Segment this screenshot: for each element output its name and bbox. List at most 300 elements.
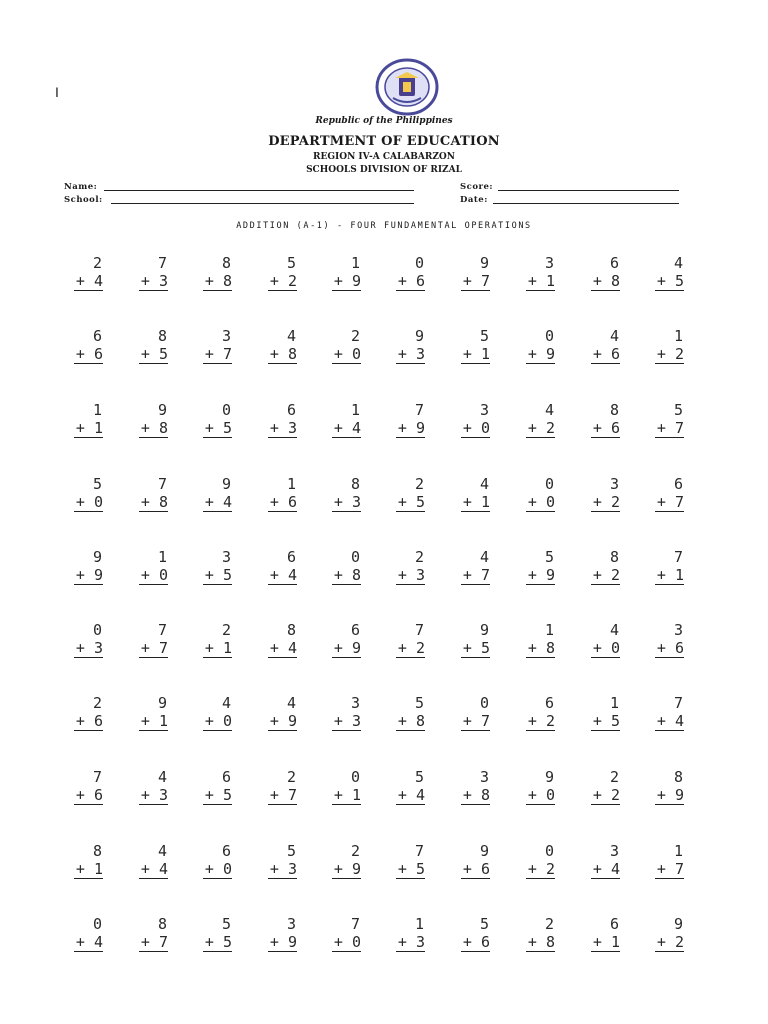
name-label: Name: [64,182,98,192]
addend-bottom: + 2 [592,493,620,511]
addition-problem [128,401,168,438]
addition-problem [450,621,490,658]
addend-top: 4 [479,475,489,493]
addend-top: 5 [544,548,554,566]
addition-problem [644,475,684,512]
addition-problem [321,327,361,364]
addend-bottom: + 3 [140,786,168,804]
addition-problem [580,621,620,658]
addition-problem [644,842,684,879]
addend-top: 3 [286,915,296,933]
addend-bottom: + 9 [656,786,684,804]
addend-top: 3 [350,694,360,712]
addend-top: 3 [673,621,683,639]
addition-problem [257,768,297,805]
addition-problem [644,548,684,585]
addition-problem [321,475,361,512]
addend-bottom: + 2 [527,712,555,730]
addend-top: 8 [350,475,360,493]
addend-bottom: + 0 [527,786,555,804]
addition-problem [128,548,168,585]
addend-top: 5 [479,915,489,933]
addend-top: 9 [479,621,489,639]
addend-top: 4 [609,327,619,345]
addition-problem [580,475,620,512]
addend-bottom: + 7 [656,860,684,878]
addend-top: 8 [286,621,296,639]
addend-bottom: + 8 [269,345,297,363]
addend-bottom: + 5 [204,786,232,804]
addend-bottom: + 6 [656,639,684,657]
addend-top: 7 [157,475,167,493]
addend-top: 0 [544,842,554,860]
addend-bottom: + 0 [592,639,620,657]
addend-top: 7 [414,842,424,860]
addition-problem [450,327,490,364]
addend-top: 1 [609,694,619,712]
addition-problem [450,842,490,879]
addition-problem [63,915,103,952]
addend-bottom: + 8 [204,272,232,290]
addition-problem [128,327,168,364]
worksheet-title: ADDITION (A-1) - FOUR FUNDAMENTAL OPERATIONS [236,221,532,231]
addend-top: 4 [609,621,619,639]
addend-bottom: + 5 [397,860,425,878]
addend-bottom: + 6 [592,345,620,363]
addend-top: 6 [286,548,296,566]
addend-bottom: + 4 [397,786,425,804]
addend-bottom: + 4 [75,933,103,951]
addition-problem [321,621,361,658]
addend-top: 3 [221,548,231,566]
addend-top: 1 [92,401,102,419]
addend-bottom: + 0 [527,493,555,511]
addition-problem [644,915,684,952]
addend-top: 4 [286,327,296,345]
addition-problem [385,327,425,364]
addition-problem [321,768,361,805]
addend-bottom: + 5 [592,712,620,730]
addend-top: 4 [479,548,489,566]
addition-problem [580,254,620,291]
addend-top: 2 [414,475,424,493]
addition-problem [580,768,620,805]
addition-problem [63,842,103,879]
addition-problem [128,768,168,805]
addend-top: 5 [479,327,489,345]
addition-problem [321,548,361,585]
addend-bottom: + 3 [269,860,297,878]
addend-bottom: + 1 [333,786,361,804]
addend-top: 0 [92,621,102,639]
addition-problem [257,915,297,952]
addend-bottom: + 5 [462,639,490,657]
addend-bottom: + 8 [397,712,425,730]
addend-top: 7 [673,694,683,712]
addend-bottom: + 1 [462,493,490,511]
addition-problem [192,694,232,731]
addend-top: 8 [609,401,619,419]
addend-bottom: + 2 [592,566,620,584]
addition-problem [385,915,425,952]
addend-bottom: + 7 [140,933,168,951]
addition-problem [385,475,425,512]
addition-problem [63,621,103,658]
addend-bottom: + 9 [397,419,425,437]
addend-top: 7 [673,548,683,566]
addend-bottom: + 0 [204,712,232,730]
addition-problem [257,254,297,291]
addend-bottom: + 8 [592,272,620,290]
addend-bottom: + 3 [269,419,297,437]
addend-bottom: + 3 [140,272,168,290]
addend-top: 0 [544,475,554,493]
addend-bottom: + 6 [75,345,103,363]
addition-problem [385,548,425,585]
addition-problem [128,915,168,952]
addend-top: 6 [544,694,554,712]
addend-bottom: + 4 [656,712,684,730]
addend-bottom: + 2 [397,639,425,657]
addend-top: 3 [609,842,619,860]
addition-problem [321,694,361,731]
addend-top: 9 [157,694,167,712]
addition-problem [257,694,297,731]
addend-bottom: + 8 [462,786,490,804]
addition-problem [515,694,555,731]
addend-top: 1 [673,327,683,345]
addend-bottom: + 8 [527,933,555,951]
addend-top: 7 [92,768,102,786]
addition-problem [385,694,425,731]
addition-problem [128,842,168,879]
republic-line: Republic of the Philippines [315,116,453,126]
addend-top: 1 [286,475,296,493]
addition-problem [257,475,297,512]
addend-bottom: + 9 [333,639,361,657]
addend-bottom: + 2 [527,419,555,437]
addend-bottom: + 4 [592,860,620,878]
addend-bottom: + 1 [75,419,103,437]
addend-bottom: + 2 [592,786,620,804]
addend-top: 6 [673,475,683,493]
addend-bottom: + 2 [656,345,684,363]
addend-top: 6 [221,842,231,860]
addend-top: 5 [92,475,102,493]
addend-top: 2 [544,915,554,933]
addend-top: 5 [221,915,231,933]
addend-bottom: + 4 [204,493,232,511]
addend-top: 1 [544,621,554,639]
addend-top: 7 [414,401,424,419]
addend-bottom: + 8 [140,493,168,511]
addend-top: 2 [92,254,102,272]
addend-bottom: + 0 [140,566,168,584]
addend-top: 4 [221,694,231,712]
addend-top: 4 [673,254,683,272]
addend-top: 2 [350,842,360,860]
addition-problem [257,621,297,658]
addend-top: 8 [673,768,683,786]
addend-bottom: + 8 [527,639,555,657]
addend-top: 2 [414,548,424,566]
addition-problem [257,548,297,585]
addend-top: 7 [350,915,360,933]
addend-top: 8 [221,254,231,272]
addend-top: 6 [609,254,619,272]
addend-bottom: + 3 [397,566,425,584]
addend-top: 4 [157,842,167,860]
addend-bottom: + 7 [462,712,490,730]
margin-mark: I [55,84,59,100]
addend-bottom: + 3 [333,712,361,730]
addend-bottom: + 7 [204,345,232,363]
score-label: Score: [460,182,494,192]
addend-top: 6 [286,401,296,419]
addend-bottom: + 3 [397,933,425,951]
addend-top: 9 [479,254,489,272]
addition-problem [128,475,168,512]
addition-problem [321,254,361,291]
addend-bottom: + 0 [75,493,103,511]
department-title: DEPARTMENT OF EDUCATION [268,134,500,149]
addend-bottom: + 9 [75,566,103,584]
addend-top: 4 [157,768,167,786]
addition-problem [257,327,297,364]
addend-bottom: + 5 [656,272,684,290]
addend-bottom: + 4 [75,272,103,290]
addend-bottom: + 1 [75,860,103,878]
addition-problem [385,254,425,291]
region-line: REGION IV-A CALABARZON [313,152,455,162]
addition-problem [515,254,555,291]
addend-top: 9 [414,327,424,345]
addend-top: 1 [157,548,167,566]
addend-bottom: + 0 [333,345,361,363]
addend-bottom: + 6 [462,933,490,951]
addend-top: 1 [673,842,683,860]
addend-top: 9 [544,768,554,786]
addend-bottom: + 4 [333,419,361,437]
addition-problem [580,327,620,364]
addend-top: 2 [609,768,619,786]
addend-top: 1 [350,401,360,419]
addition-problem [515,401,555,438]
addition-problem [644,401,684,438]
addition-problem [192,621,232,658]
addend-bottom: + 5 [397,493,425,511]
addend-bottom: + 1 [140,712,168,730]
addend-top: 3 [479,401,489,419]
addend-bottom: + 4 [269,639,297,657]
addend-bottom: + 9 [269,712,297,730]
addend-top: 9 [92,548,102,566]
addend-top: 2 [221,621,231,639]
addend-top: 0 [92,915,102,933]
addend-top: 9 [479,842,489,860]
addition-problem [450,694,490,731]
addition-problem [580,694,620,731]
addend-bottom: + 9 [333,272,361,290]
division-line: SCHOOLS DIVISION OF RIZAL [306,165,462,175]
addend-top: 8 [92,842,102,860]
addend-top: 3 [609,475,619,493]
addition-problem [580,842,620,879]
addition-problem [321,842,361,879]
addition-problem [644,327,684,364]
addition-problem [192,915,232,952]
addend-bottom: + 9 [527,566,555,584]
addition-problem [385,621,425,658]
addend-top: 1 [350,254,360,272]
addend-top: 7 [157,621,167,639]
addend-bottom: + 5 [204,933,232,951]
addend-bottom: + 2 [269,272,297,290]
addition-problem [450,401,490,438]
addend-top: 2 [92,694,102,712]
addition-problem [580,401,620,438]
addend-top: 6 [350,621,360,639]
addend-bottom: + 6 [397,272,425,290]
addition-problem [515,548,555,585]
addition-problem [128,694,168,731]
addition-problem [192,401,232,438]
addition-problem [192,768,232,805]
addend-bottom: + 8 [333,566,361,584]
addend-bottom: + 7 [462,272,490,290]
addend-bottom: + 0 [462,419,490,437]
addition-problem [192,254,232,291]
addition-problem [257,401,297,438]
addend-top: 7 [157,254,167,272]
addend-top: 2 [286,768,296,786]
addend-top: 0 [350,768,360,786]
addend-top: 6 [609,915,619,933]
addend-top: 9 [157,401,167,419]
addend-bottom: + 7 [656,493,684,511]
addition-problem [192,842,232,879]
addition-problem [321,915,361,952]
addition-problem [450,768,490,805]
addition-problem [192,548,232,585]
school-label: School: [64,195,103,205]
addend-bottom: + 3 [397,345,425,363]
addition-problem [63,768,103,805]
date-label: Date: [460,195,488,205]
addend-bottom: + 6 [462,860,490,878]
addend-top: 5 [414,694,424,712]
addend-top: 3 [544,254,554,272]
addend-bottom: + 3 [333,493,361,511]
addend-bottom: + 9 [269,933,297,951]
addition-problem [192,475,232,512]
addition-problem [644,254,684,291]
addend-top: 3 [221,327,231,345]
addition-problem [63,475,103,512]
addend-bottom: + 7 [269,786,297,804]
addend-bottom: + 1 [527,272,555,290]
addend-top: 5 [414,768,424,786]
addend-top: 9 [673,915,683,933]
addition-problem [385,842,425,879]
addend-bottom: + 1 [592,933,620,951]
addition-problem [515,768,555,805]
addend-bottom: + 9 [527,345,555,363]
addition-problem [515,621,555,658]
addition-problem [63,694,103,731]
addend-top: 7 [414,621,424,639]
addend-bottom: + 5 [204,566,232,584]
addend-top: 9 [221,475,231,493]
addend-top: 5 [286,254,296,272]
addend-top: 8 [157,327,167,345]
addend-bottom: + 4 [140,860,168,878]
addition-problem [515,842,555,879]
addend-top: 4 [544,401,554,419]
addend-top: 6 [221,768,231,786]
addition-problem [63,401,103,438]
addition-problem [128,254,168,291]
addition-problem [515,915,555,952]
addend-top: 2 [350,327,360,345]
addend-bottom: + 1 [204,639,232,657]
addend-bottom: + 6 [75,712,103,730]
addend-bottom: + 5 [140,345,168,363]
addend-bottom: + 7 [462,566,490,584]
addition-problem [515,475,555,512]
addend-top: 3 [479,768,489,786]
addend-top: 0 [479,694,489,712]
addition-problem [644,621,684,658]
addend-top: 0 [414,254,424,272]
addition-problem [385,401,425,438]
addend-top: 6 [92,327,102,345]
addition-problem [450,915,490,952]
addition-problem [450,475,490,512]
addition-problem [128,621,168,658]
addend-bottom: + 9 [333,860,361,878]
addend-bottom: + 4 [269,566,297,584]
addend-bottom: + 0 [333,933,361,951]
addition-problem [580,548,620,585]
addend-bottom: + 1 [462,345,490,363]
addition-problem [63,548,103,585]
addend-bottom: + 1 [656,566,684,584]
addition-problem [515,327,555,364]
addition-problem [192,327,232,364]
addend-top: 0 [221,401,231,419]
addend-top: 5 [673,401,683,419]
addend-bottom: + 2 [527,860,555,878]
addend-bottom: + 8 [140,419,168,437]
addend-top: 1 [414,915,424,933]
addend-top: 0 [350,548,360,566]
addition-problem [450,254,490,291]
addend-bottom: + 6 [592,419,620,437]
addend-top: 8 [609,548,619,566]
addition-problem [385,768,425,805]
addition-problem [450,548,490,585]
addend-bottom: + 6 [75,786,103,804]
addition-problem [257,842,297,879]
addend-bottom: + 7 [140,639,168,657]
addition-problem [63,327,103,364]
addition-problem [580,915,620,952]
addend-top: 4 [286,694,296,712]
addend-top: 8 [157,915,167,933]
addend-bottom: + 3 [75,639,103,657]
addition-problem [321,401,361,438]
